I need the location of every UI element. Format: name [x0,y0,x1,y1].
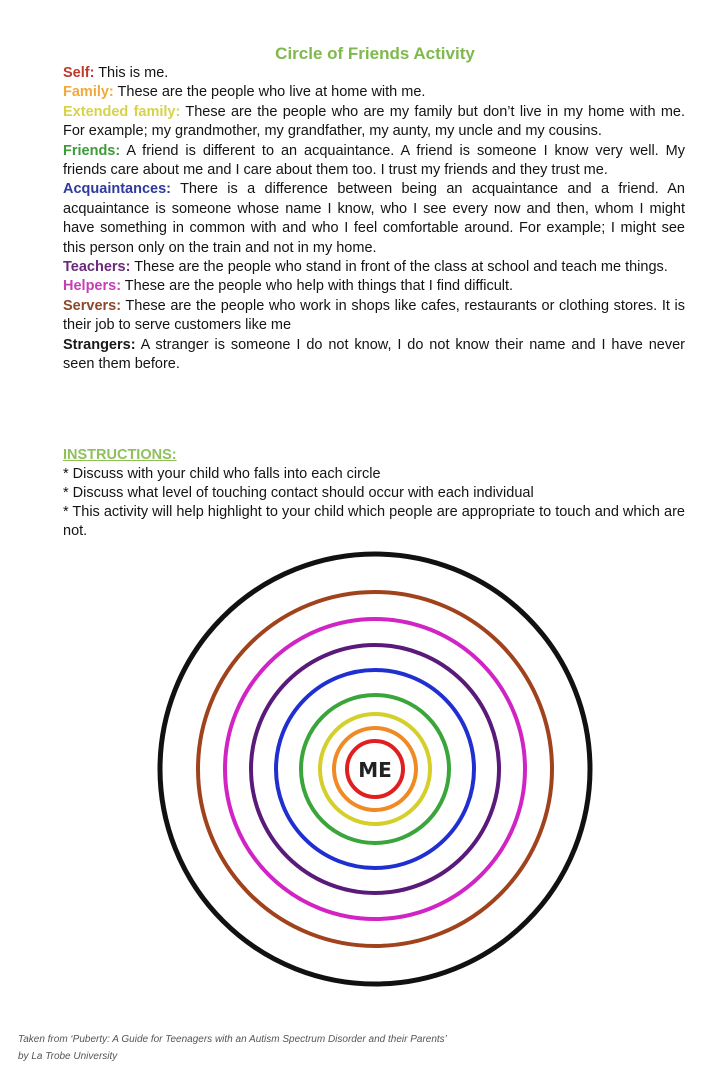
instruction-item: * Discuss what level of touching contact should occur with each individual [63,485,534,501]
term-label: Strangers: [63,336,136,353]
term-label: Self: [63,65,95,81]
instructions-heading: INSTRUCTIONS: [63,447,177,463]
definition-friends [63,142,685,181]
definition-text: These are the people who stand in front of the class at school and teach me things. [130,259,668,276]
term-label: Family: [63,84,114,101]
definition-acquaintances [63,180,685,258]
definition-text: This is me. [94,65,169,81]
term-label: Teachers: [63,259,131,276]
source-caption [18,1031,618,1065]
page-title: Circle of Friends Activity [275,44,475,63]
term-label: Servers: [63,297,122,314]
definition-text: These are the people who live at home with me. [113,84,426,101]
instructions-section [63,446,685,541]
instruction-item: * This activity will help highlight to your child which people are appropriate to touch and which are not. [63,504,685,539]
definition-self [63,64,685,83]
term-label: Friends: [63,142,121,159]
instruction-item: * Discuss with your child who falls into each circle [63,466,381,482]
definition-text: A friend is different to an acquaintance. A friend is someone I know very well. My friends care about me and I care about them too. I trust my friends and they trust me. [63,142,685,179]
circle-of-friends-diagram [152,546,598,992]
definition-strangers [63,336,685,375]
definitions-list [63,64,685,375]
center-label: ME [358,758,392,782]
definition-teachers [63,258,685,277]
caption-line: Taken from ‘Puberty: A Guide for Teenagers with an Autism Spectrum Disorder and their Parents’ [18,1034,447,1045]
definition-extended-family [63,103,685,142]
caption-line: by La Trobe University [18,1051,118,1062]
definition-text: A stranger is someone I do not know, I do not know their name and I have never seen them before. [63,336,685,373]
term-label: Helpers: [63,278,122,295]
definition-text: These are the people who help with things that I find difficult. [121,278,514,295]
definition-text: These are the people who are my family but don’t live in my home with me. For example; my grandmother, my grandfather, my aunty, my uncle and my cousins. [63,103,686,140]
definition-family [63,83,685,102]
definition-servers [63,297,685,336]
definition-text: These are the people who work in shops like cafes, restaurants or clothing stores. It is their job to serve customers like me [63,297,685,334]
term-label: Acquaintances: [63,181,171,198]
definition-helpers [63,277,685,296]
term-label: Extended family: [63,103,181,120]
definition-text: There is a difference between being an acquaintance and a friend. An acquaintance is someone whose name I know, who I see every now and then, whom I might have something in common with and who I feel comfortable around. For example; I might see this person only on the train and not in my home. [63,181,685,256]
